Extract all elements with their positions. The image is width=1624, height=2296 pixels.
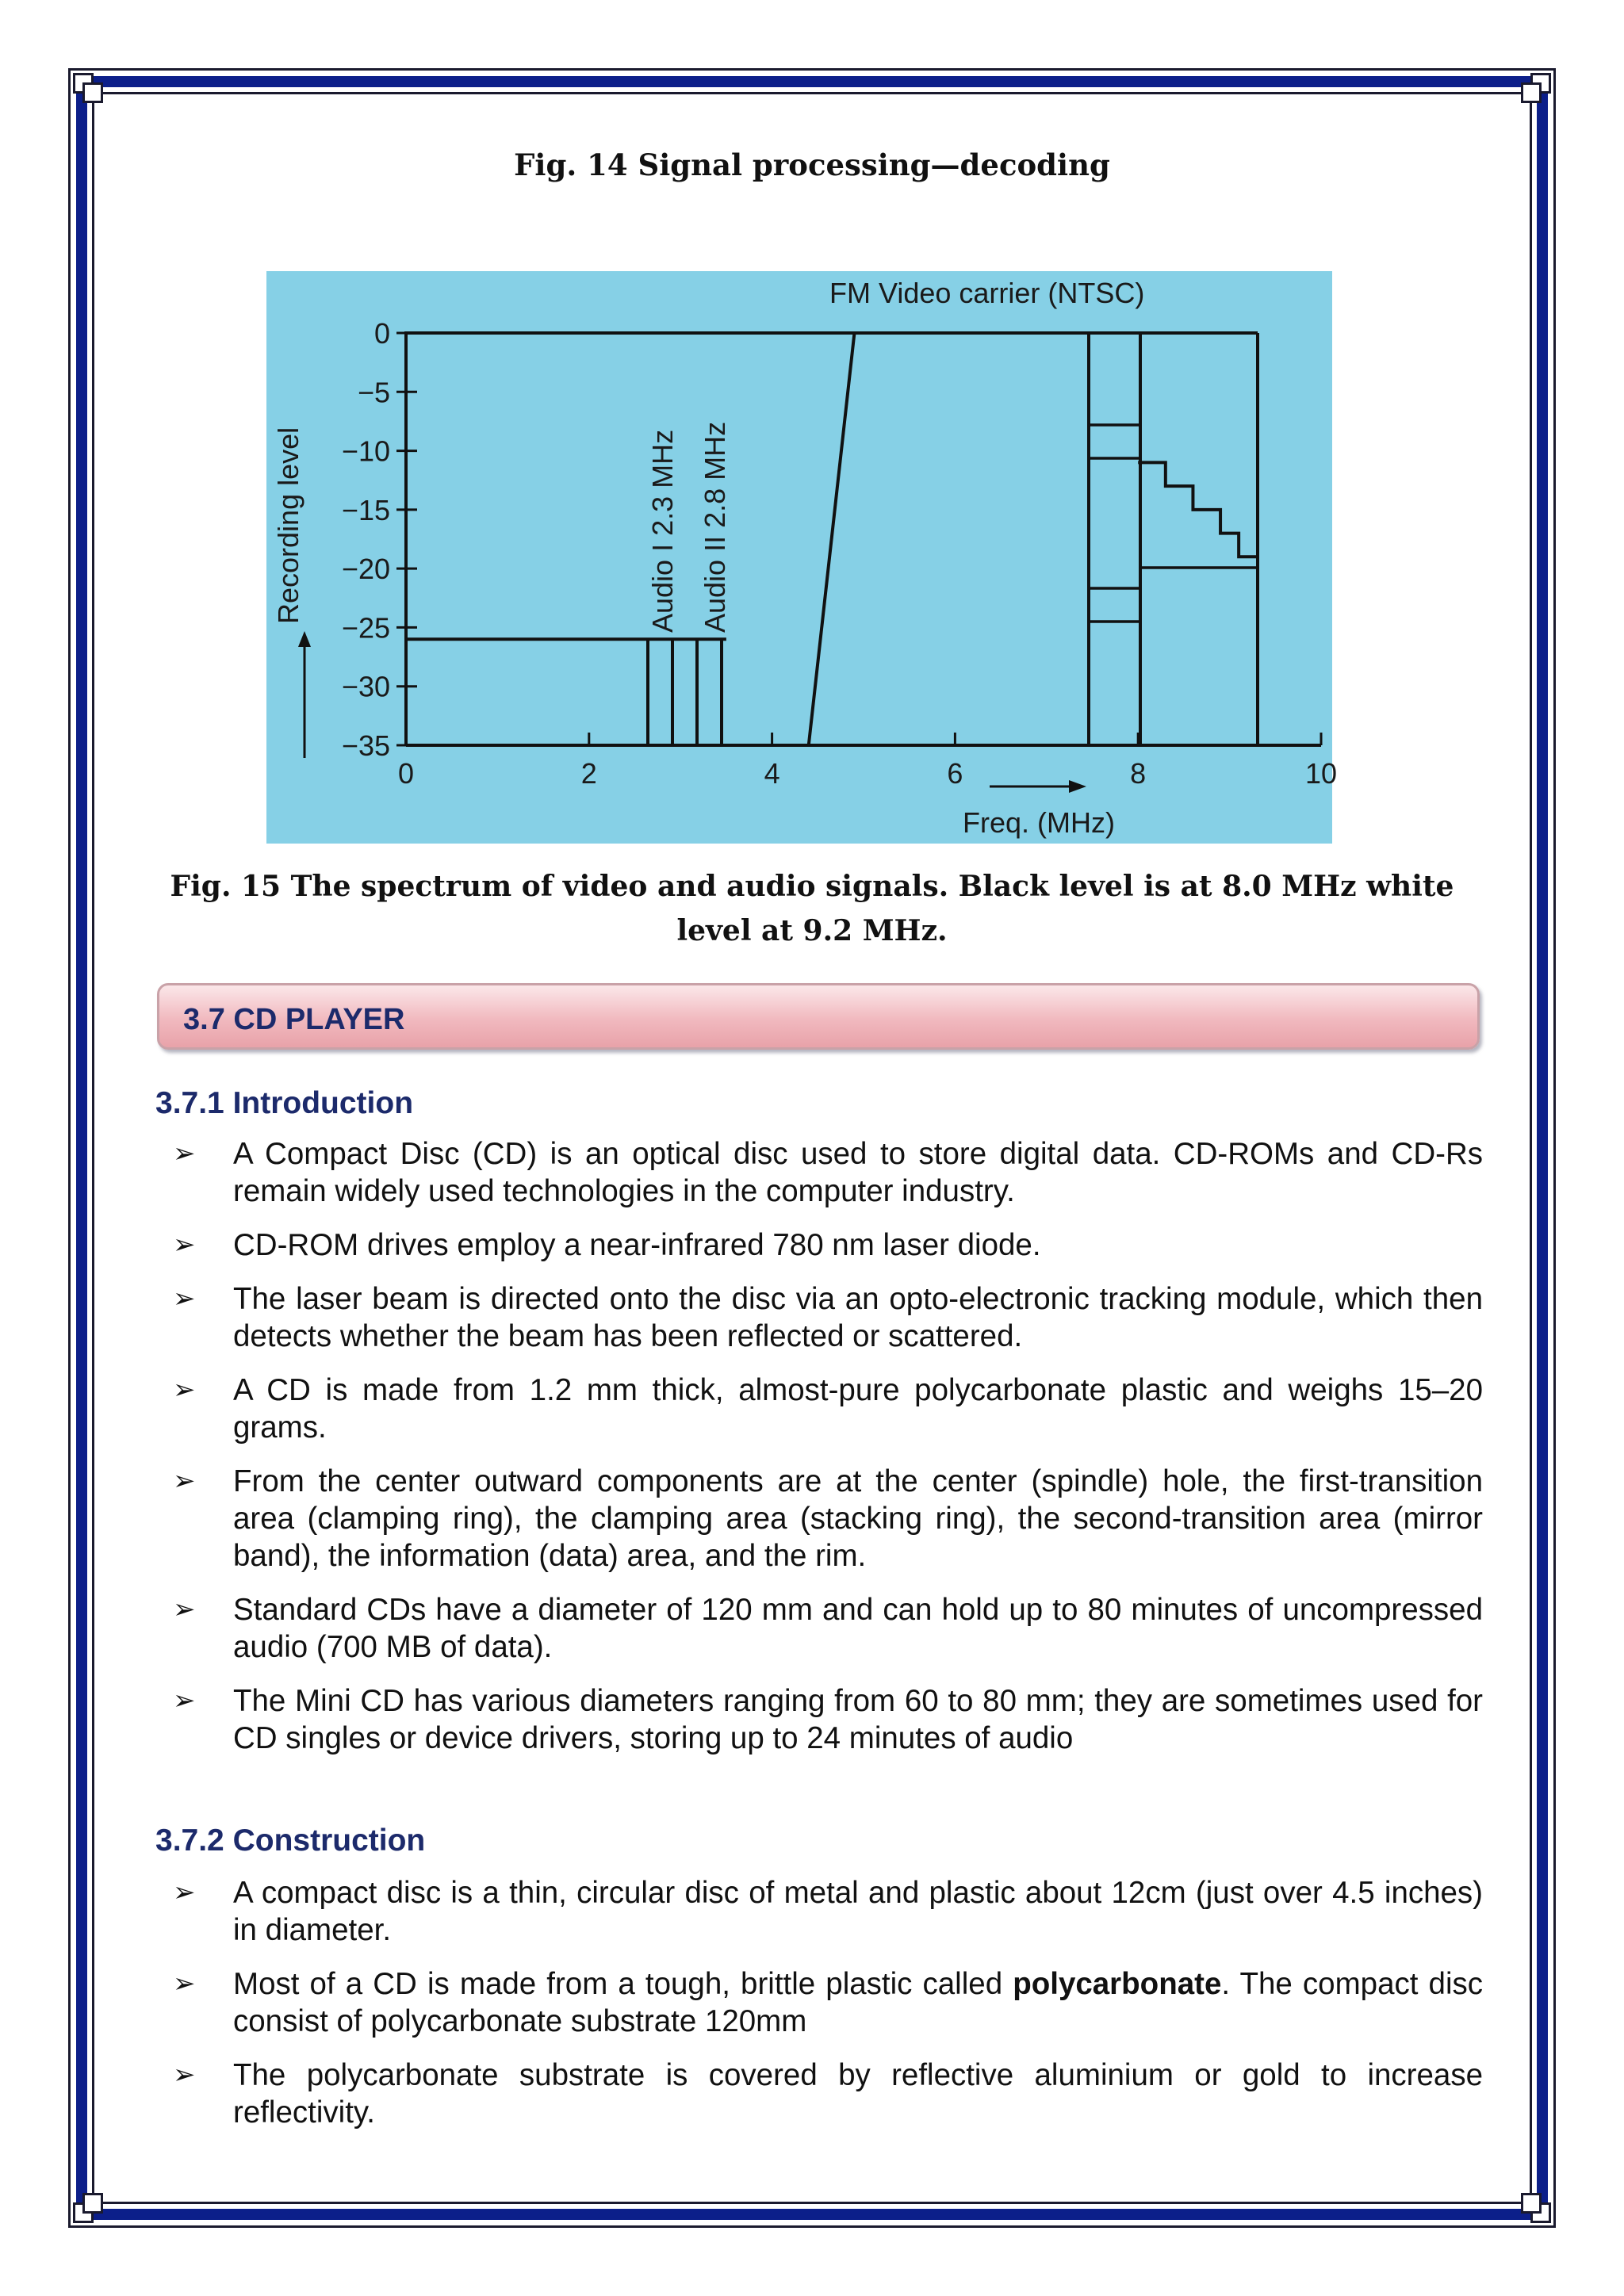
y-tick-label: −15 — [341, 493, 390, 526]
x-tick-label: 4 — [764, 757, 780, 790]
x-tick-label: 10 — [1304, 757, 1338, 790]
list-item: ➢ The polycarbonate substrate is covered by reflective aluminium or gold to increase reflectivity. — [173, 2058, 1483, 2130]
construction-heading: 3.7.2 Construction — [155, 1823, 426, 1858]
polycarbonate-term: polycarbonate — [1013, 1967, 1222, 2001]
audio-2-annotation: Audio II 2.8 MHz — [699, 421, 731, 633]
list-item: ➢ From the center outward components are at the center (spindle) hole, the first-transition area (clamping ring), the clamping area (stacking ring), the second-transition area (mirror band), the information (data) area, and the rim. — [173, 1464, 1483, 1573]
section-header — [157, 983, 1480, 1050]
spectrum-chart-svg — [266, 271, 1338, 844]
level-arrow-head — [298, 631, 311, 647]
bullet-arrow-icon: ➢ — [173, 1877, 196, 1908]
list-item: ➢ A compact disc is a thin, circular disc of metal and plastic about 12cm (just over 4.5 inches) in diameter. — [173, 1876, 1483, 1947]
chart-title: FM Video carrier (NTSC) — [829, 277, 1145, 309]
freq-arrow-head — [1069, 780, 1086, 793]
bullet-arrow-icon: ➢ — [173, 1230, 196, 1260]
series-line-1 — [809, 333, 855, 745]
list-item: ➢ A Compact Disc (CD) is an optical disc used to store digital data. CD-ROMs and CD-Rs remain widely used technologies in the computer industry. — [173, 1137, 1483, 1208]
corner-ornament — [73, 73, 108, 108]
y-tick-label: −35 — [341, 729, 390, 762]
construction-list — [155, 1874, 1483, 2131]
section-title: 3.7 CD PLAYER — [183, 1003, 405, 1036]
corner-ornament — [1516, 2188, 1551, 2223]
x-tick-label: 6 — [947, 757, 963, 790]
introduction-heading: 3.7.1 Introduction — [155, 1086, 414, 1120]
x-tick-label: 0 — [397, 757, 415, 790]
y-tick-label: −10 — [341, 434, 390, 468]
y-tick-label: −5 — [357, 376, 390, 409]
y-tick-label: 0 — [373, 317, 390, 350]
corner-ornament — [1516, 73, 1551, 108]
list-item: ➢ CD-ROM drives employ a near-infrared 780 nm laser diode. — [173, 1228, 1041, 1262]
chart-x-axis-label: Freq. (MHz) — [963, 806, 1115, 839]
y-tick-label: −20 — [341, 553, 390, 586]
figure-14-caption: Fig. 14 Signal processing—decoding — [514, 147, 1110, 182]
list-item: ➢ Standard CDs have a diameter of 120 mm and can hold up to 80 minutes of uncompressed audio (700 MB of data). — [173, 1593, 1483, 1664]
bullet-arrow-icon: ➢ — [173, 1969, 196, 1999]
y-tick-label: −25 — [341, 611, 390, 645]
bullet-arrow-icon: ➢ — [173, 1284, 196, 1314]
introduction-list — [155, 1135, 1483, 1757]
audio-1-annotation: Audio I 2.3 MHz — [646, 429, 679, 633]
bullet-arrow-icon: ➢ — [173, 1138, 196, 1169]
list-item: ➢ A CD is made from 1.2 mm thick, almost-pure polycarbonate plastic and weighs 15–20 grams. — [173, 1373, 1483, 1445]
figure-15-caption: Fig. 15 The spectrum of video and audio signals. Black level is at 8.0 MHz white level at 9.2 MHz. — [170, 870, 1454, 947]
list-item: ➢ The laser beam is directed onto the disc via an opto-electronic tracking module, which then detects whether the beam has been reflected or scattered. — [173, 1282, 1483, 1353]
x-tick-label: 2 — [580, 757, 597, 790]
chart-y-axis-label: Recording level — [272, 427, 304, 624]
bullet-arrow-icon: ➢ — [173, 1375, 196, 1405]
spectrum-chart — [266, 271, 1338, 844]
bullet-arrow-icon: ➢ — [173, 1686, 196, 1716]
list-item: ➢ The Mini CD has various diameters ranging from 60 to 80 mm; they are sometimes used for CD singles or device drivers, storing up to 24 minutes of audio — [173, 1684, 1483, 1755]
series-line-3 — [1138, 462, 1257, 557]
x-tick-label: 8 — [1130, 757, 1147, 790]
list-item: ➢ Most of a CD is made from a tough, brittle plastic called polycarbonate. The compact disc consist of polycarbonate substrate 120mm — [173, 1967, 1483, 2038]
bullet-arrow-icon: ➢ — [173, 1466, 196, 1496]
corner-ornament — [73, 2188, 108, 2223]
y-tick-label: −30 — [341, 670, 390, 703]
bullet-arrow-icon: ➢ — [173, 1594, 196, 1624]
bullet-arrow-icon: ➢ — [173, 2060, 196, 2090]
